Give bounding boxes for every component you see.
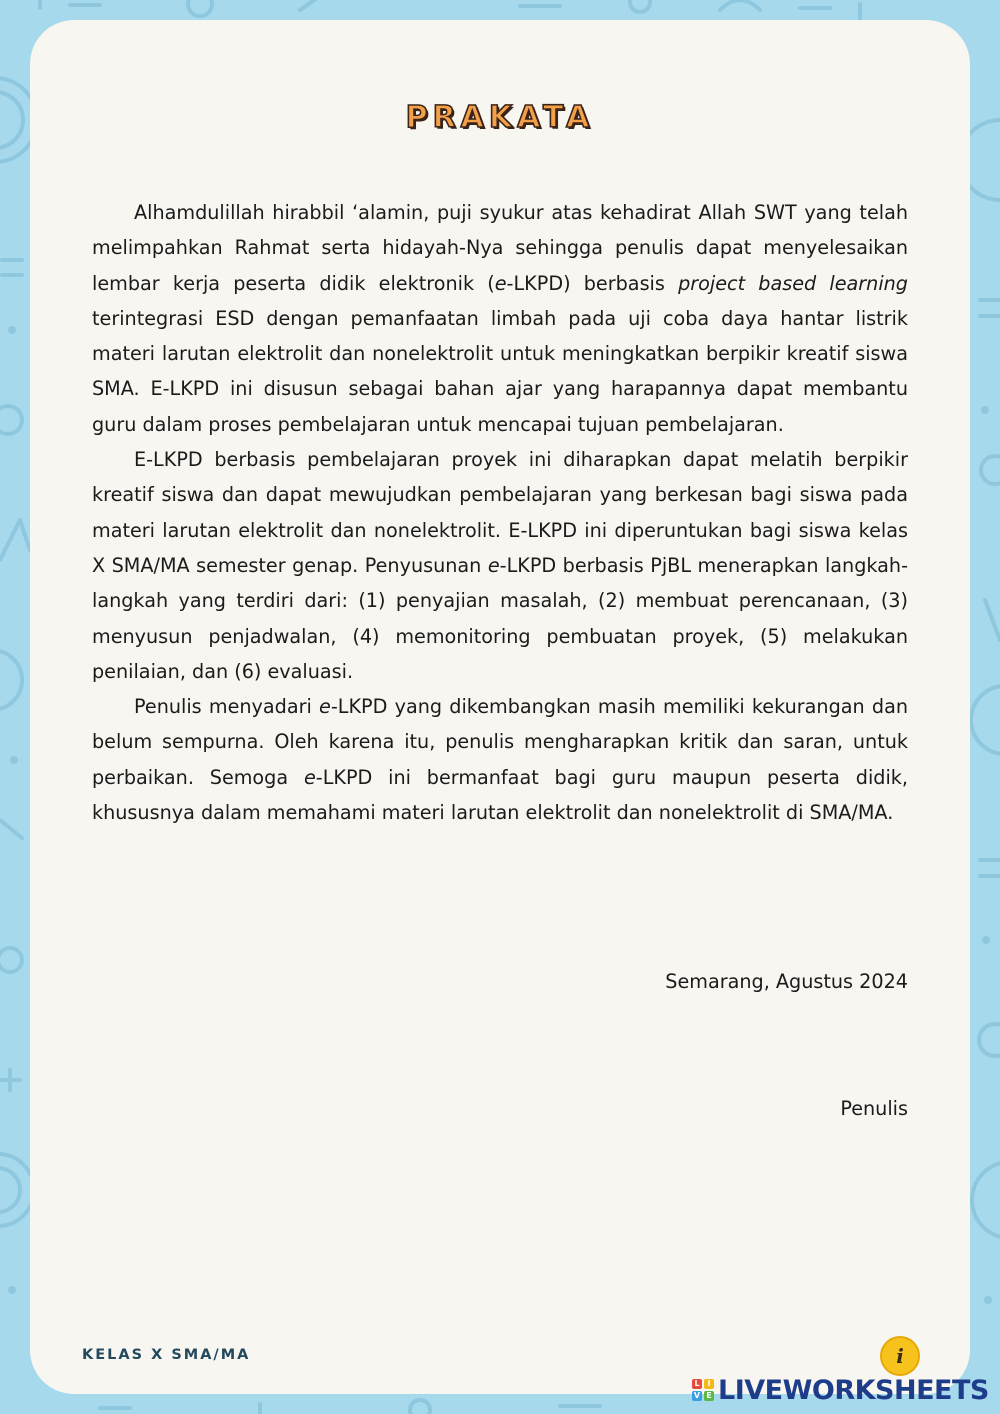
paragraph-3-italic-e-1: e	[319, 695, 331, 719]
paragraph-2-part-c: -LKPD berbasis PjBL menerapkan langkah-langkah yang terdiri dari: (1) penyajian masalah, (2) membuat perencanaan, (3) menyusun penjadwalan, (4) memonitoring pembuatan proyek, (5) melakukan penilaian, dan (6) evaluasi.	[92, 553, 908, 683]
logo-mark-l: L	[692, 1379, 702, 1389]
paragraph-2	[92, 442, 908, 689]
paragraph-1-part-a: Alhamdulillah hirabbil ‘alamin, puji syukur atas kehadirat Allah SWT yang telah melimpahkan Rahmat serta hidayah-Nya sehingga penulis dapat menyelesaikan lembar kerja peserta didik elektronik (	[92, 201, 908, 295]
paragraph-2-part-a: E-LKPD berbasis pembelajaran proyek ini diharapkan dapat melatih berpikir kreatif siswa dan dapat mewujudkan pembelajaran yang berkesan bagi siswa pada materi larutan elektrolit dan nonelektrolit. E-LKPD ini diperuntukan bagi siswa kelas X SMA/MA semester genap. Penyusunan	[92, 448, 908, 577]
paragraph-1-part-c: -LKPD) berbasis	[506, 271, 679, 295]
liveworksheets-mark-icon	[692, 1379, 714, 1401]
liveworksheets-logo[interactable]	[692, 1375, 989, 1405]
logo-mark-i: I	[704, 1379, 714, 1389]
paragraph-3-part-e: -LKPD ini bermanfaat bagi guru maupun peserta didik, khususnya dalam memahami materi larutan elektrolit dan nonelektrolit di SMA/MA.	[92, 765, 909, 825]
logo-mark-e: E	[704, 1391, 714, 1401]
paragraph-3	[92, 689, 908, 830]
paragraph-3-part-c: -LKPD yang dikembangkan masih memiliki kekurangan dan belum sempurna. Oleh karena itu, penulis mengharapkan kritik dan saran, untuk perbaikan. Semoga	[92, 695, 908, 789]
paragraph-3-part-a: Penulis menyadari	[134, 695, 320, 719]
paragraph-2-italic-e: e	[487, 553, 500, 577]
liveworksheets-logo-text: LIVEWORKSHEETS	[718, 1374, 989, 1406]
paragraph-1	[92, 195, 908, 442]
info-icon[interactable]: i	[880, 1336, 920, 1376]
place-date: Semarang, Agustus 2024	[665, 970, 908, 993]
author-signature: Penulis	[840, 1097, 908, 1120]
logo-mark-v: V	[693, 1391, 701, 1400]
paragraph-1-italic-e: e	[494, 271, 507, 295]
preface-body	[92, 195, 908, 830]
page-title: PRAKATA	[405, 100, 595, 135]
paragraph-3-italic-e-2: e	[303, 765, 316, 789]
footer-class-label: KELAS X SMA/MA	[82, 1347, 251, 1363]
paragraph-1-italic-pbl: project based learning	[678, 271, 908, 295]
paragraph-1-part-e: terintegrasi ESD dengan pemanfaatan limbah pada uji coba daya hantar listrik materi larutan elektrolit dan nonelektrolit untuk meningkatkan berpikir kreatif siswa SMA. E-LKPD ini disusun sebagai bahan ajar yang harapannya dapat membantu guru dalam proses pembelajaran untuk mencapai tujuan pembelajaran.	[92, 306, 908, 436]
